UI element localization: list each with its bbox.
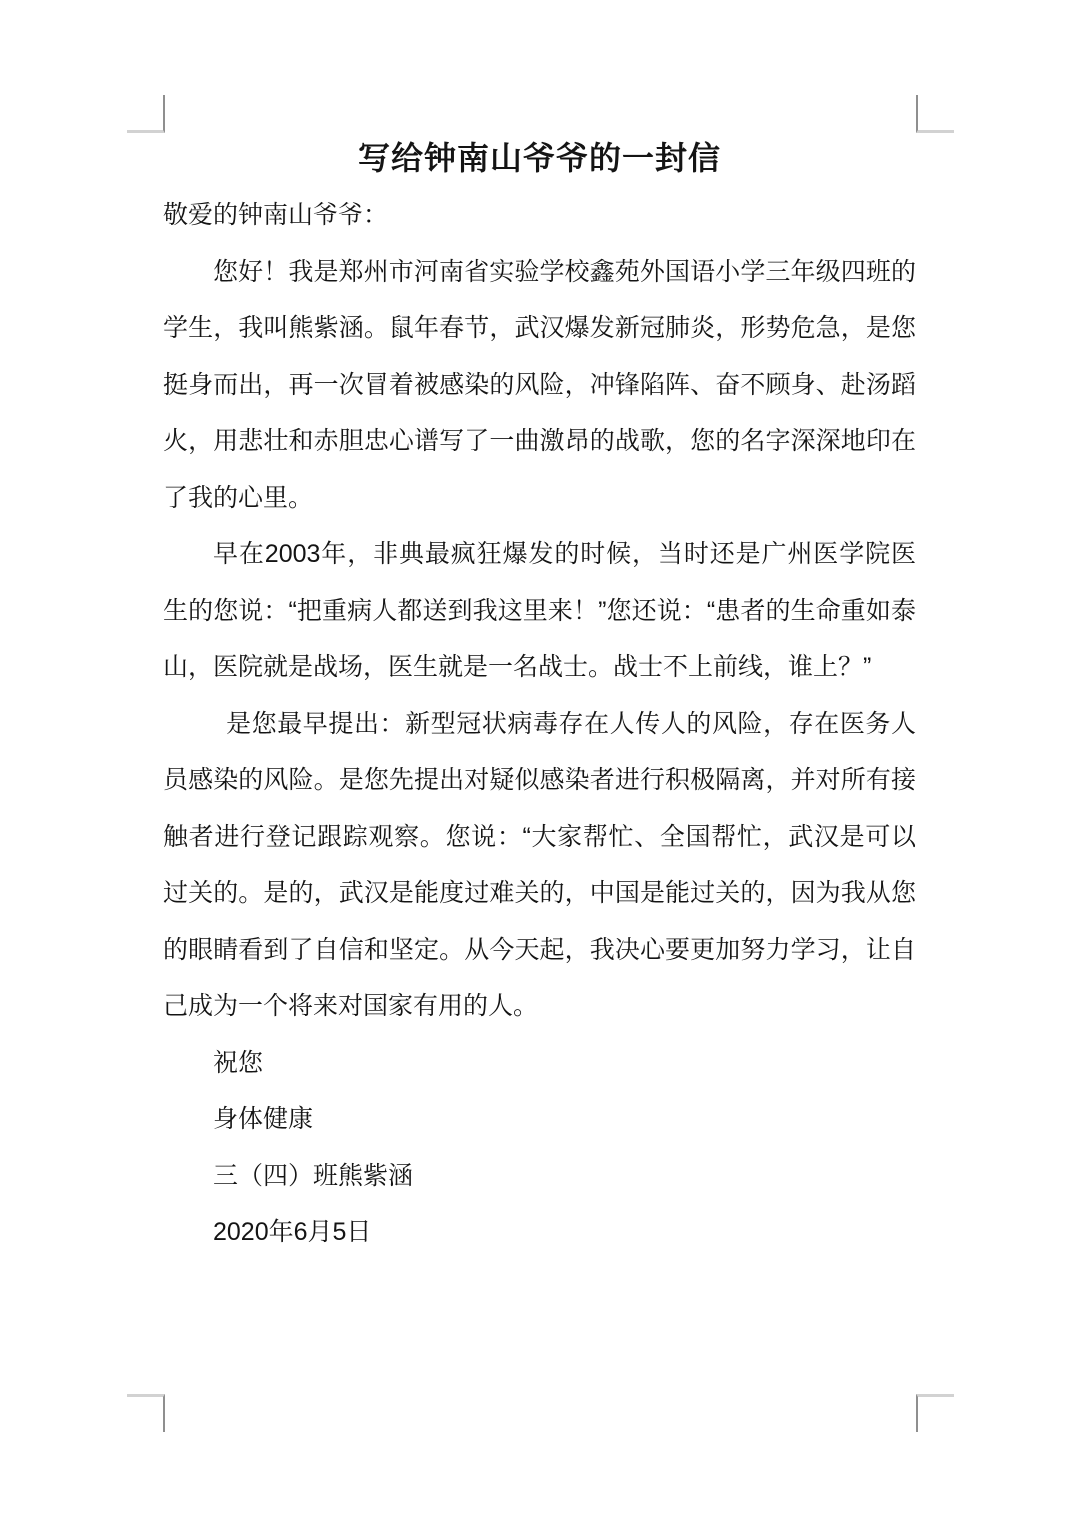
- letter-paragraph: 早在2003年，非典最疯狂爆发的时候，当时还是广州医学院医生的您说：“把重病人都送到我这里来！”您还说：“患者的生命重如泰山，医院就是战场，医生就是一名战士。战士不上前线，谁上？”: [163, 540, 916, 681]
- letter-body: [163, 130, 916, 1261]
- closing-wish-intro: 祝您: [213, 1048, 264, 1077]
- letter-salutation: 敬爱的钟南山爷爷：: [163, 201, 389, 229]
- letter-paragraph: 是您最早提出：新型冠状病毒存在人传人的风险，存在医务人员感染的风险。是您先提出对疑似感染者进行积极隔离，并对所有接触者进行登记跟踪观察。您说：“大家帮忙、全国帮忙，武汉是可以过关的。是的，武汉是能度过难关的，中国是能过关的，因为我从您的眼睛看到了自信和坚定。从今天起，我决心要更加努力学习，让自己成为一个将来对国家有用的人。: [163, 709, 916, 1020]
- crop-mark-top-left: [127, 95, 165, 133]
- closing-wish: 身体健康: [213, 1105, 314, 1133]
- letter-title: 写给钟南山爷爷的一封信: [357, 140, 721, 176]
- crop-mark-top-right: [916, 95, 954, 133]
- letter-paragraph: 您好！我是郑州市河南省实验学校鑫苑外国语小学三年级四班的学生，我叫熊紫涵。鼠年春节，武汉爆发新冠肺炎，形势危急，是您挺身而出，再一次冒着被感染的风险，冲锋陷阵、奋不顾身、赴汤蹈火，用悲壮和赤胆忠心谱写了一曲激昂的战歌，您的名字深深地印在了我的心里。: [163, 257, 916, 512]
- crop-mark-bottom-right: [916, 1394, 954, 1432]
- closing-signature: 三（四）班熊紫涵: [213, 1161, 414, 1190]
- crop-mark-bottom-left: [127, 1394, 165, 1432]
- closing-date: 2020年6月5日: [213, 1218, 372, 1246]
